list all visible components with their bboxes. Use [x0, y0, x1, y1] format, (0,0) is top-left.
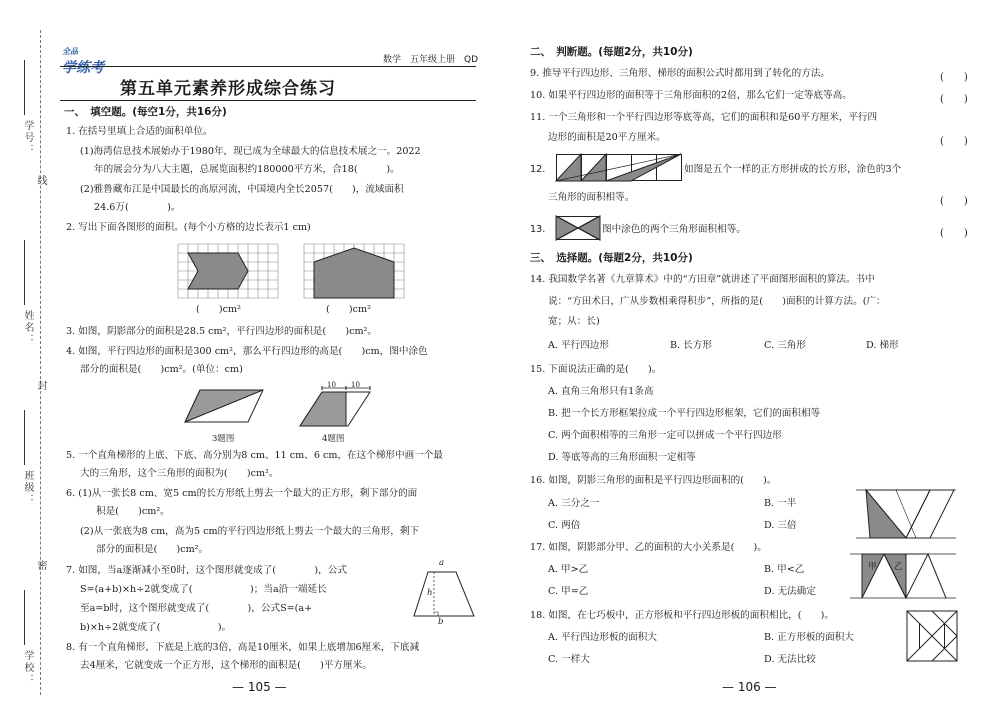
- question-17-option-d[interactable]: D. 无法确定: [764, 586, 816, 597]
- question-17: 17. 如图，阴影部分甲、乙的面积的大小关系是( )。: [530, 542, 767, 553]
- question-16-option-b[interactable]: B. 一半: [764, 498, 797, 509]
- grid-figure-pentagon: [304, 244, 404, 298]
- question-15-option-b[interactable]: B. 把一个长方形框架拉成一个平行四边形框架，它们的面积相等: [548, 408, 821, 419]
- question-16-option-a[interactable]: A. 三分之一: [548, 498, 600, 509]
- question-2-answer-2: ( )cm²: [326, 304, 371, 315]
- question-6-2-line2: 部分的面积是( )cm²。: [96, 544, 209, 555]
- question-15-option-c[interactable]: C. 两个面积相等的三角形一定可以拼成一个平行四边形: [548, 430, 782, 441]
- question-2: 2. 写出下面各图形的面积。(每个小方格的边长表示1 cm): [66, 222, 311, 233]
- question-17-option-a[interactable]: A. 甲>乙: [548, 564, 589, 575]
- figure-3-parallelogram: [185, 388, 265, 424]
- grid-figure-arrow: [178, 244, 278, 298]
- question-16-option-c[interactable]: C. 两倍: [548, 520, 581, 531]
- figure-4-parallelogram: [300, 384, 380, 428]
- question-9: 9. 推导平行四边形、三角形、梯形的面积公式时都用到了转化的方法。: [530, 68, 831, 79]
- question-3: 3. 如图，阴影部分的面积是28.5 cm²，平行四边形的面积是( )cm²。: [66, 326, 377, 337]
- question-14-option-d[interactable]: D. 梯形: [866, 340, 899, 351]
- page-number-right: — 106 —: [722, 680, 777, 694]
- question-4-line1: 4. 如图，平行四边形的面积是300 cm²，那么平行四边形的高是( )cm，图中涂色: [66, 346, 428, 357]
- question-11-line1: 11. 一个三角形和一个平行四边形等底等高，它们的面积和是60平方厘米，平行四: [530, 112, 878, 123]
- figure-7-label-h: h: [427, 588, 433, 598]
- publisher-logo: 全品 学练考: [62, 47, 104, 76]
- figure-17-label-yi: 乙: [894, 562, 903, 572]
- figure-7-label-b: b: [438, 617, 444, 627]
- question-7-line4: b)×h÷2就变成了( )。: [80, 622, 232, 633]
- question-14-option-a[interactable]: A. 平行四边形: [548, 340, 609, 351]
- question-1-2-line2: 24.6万( )。: [94, 202, 181, 213]
- question-18: 18. 如图，在七巧板中，正方形板和平行四边形板的面积相比，( )。: [530, 610, 835, 621]
- figure-17-label-jia: 甲: [868, 562, 877, 572]
- margin-fill-line: [24, 240, 25, 305]
- question-13: 图中涂色的两个三角形面积相等。: [602, 224, 746, 235]
- question-16-option-d[interactable]: D. 三倍: [764, 520, 797, 531]
- page-header: 数学 五年级上册 QD: [382, 55, 478, 65]
- figure-12-squares: [556, 154, 682, 182]
- figure-4-dim-right: 10: [351, 381, 360, 389]
- question-18-option-c[interactable]: C. 一样大: [548, 654, 590, 665]
- question-7-line3: 至a=b时，这个图形就变成了( )，公式S=(a+: [80, 603, 313, 614]
- figure-3-caption: 3题图: [212, 434, 235, 444]
- question-17-option-c[interactable]: C. 甲=乙: [548, 586, 589, 597]
- question-14-line3: 宽；从：长): [548, 316, 600, 327]
- question-4-line2: 部分的面积是( )cm²。(单位：cm): [80, 364, 243, 375]
- section-true-false: 二、 判断题。(每题2分，共10分): [530, 46, 693, 58]
- question-6-1-line2: 积是( )cm²。: [96, 506, 170, 517]
- question-13-number: 13.: [530, 224, 546, 235]
- question-12-line2: 三角形的面积相等。: [548, 192, 635, 203]
- question-1: 1. 在括号里填上合适的面积单位。: [66, 126, 213, 137]
- question-2-answer-1: ( )cm²: [196, 304, 241, 315]
- title-rule: [60, 100, 476, 101]
- question-5-line1: 5. 一个直角梯形的上底、下底、高分别为8 cm、11 cm、6 cm，在这个梯形中画一个最: [66, 450, 443, 461]
- question-8-line2: 去4厘米，它就变成一个正方形，这个梯形的面积是( )平方厘米。: [80, 660, 372, 671]
- figure-7-label-a: a: [439, 558, 445, 568]
- question-12-number: 12.: [530, 164, 546, 175]
- margin-fill-line: [24, 590, 25, 645]
- question-18-option-a[interactable]: A. 平行四边形板的面积大: [548, 632, 657, 643]
- header-rule: [60, 66, 476, 67]
- question-1-2-line1: (2)雅鲁藏布江是中国最长的高原河流，中国境内全长2057( )，流域面积: [80, 184, 404, 195]
- question-15-option-a[interactable]: A. 直角三角形只有1条高: [548, 386, 654, 397]
- question-11-line2: 边形的面积是20平方厘米。: [548, 132, 666, 143]
- figure-17-parallel-lines: [850, 552, 956, 600]
- margin-label-student-id: 学号：: [22, 120, 33, 156]
- margin-label-name: 姓名：: [22, 310, 33, 346]
- question-9-answer[interactable]: ( ): [940, 72, 968, 83]
- question-1-1-line2: 年的展会分为八大主题，总展览面积约180000平方米，合18( )。: [94, 164, 400, 175]
- margin-label-seal: 封: [35, 380, 46, 392]
- margin-label-secret: 密: [35, 560, 46, 572]
- question-10: 10. 如果平行四边形的面积等于三角形面积的2倍，那么它们一定等底等高。: [530, 90, 852, 101]
- question-15-option-d[interactable]: D. 等底等高的三角形面积一定相等: [548, 452, 696, 463]
- question-10-answer[interactable]: ( ): [940, 94, 968, 105]
- question-7-line2: S=(a+b)×h÷2就变成了( )；当a沿一端延长: [80, 584, 327, 595]
- margin-label-line: 线: [35, 175, 46, 187]
- question-6-1-line1: 6. (1)从一张长8 cm、宽5 cm的长方形纸上剪去一个最大的正方形，剩下部分的面: [66, 488, 418, 499]
- figure-13-rectangle: [556, 216, 600, 240]
- margin-label-class: 班级：: [22, 470, 33, 506]
- question-12-line1: 如图是五个一样的正方形拼成的长方形，涂色的3个: [684, 164, 902, 175]
- question-13-answer[interactable]: ( ): [940, 228, 968, 239]
- margin-fill-line: [24, 60, 25, 115]
- question-12-answer[interactable]: ( ): [940, 196, 968, 207]
- figure-7-trapezoid: [412, 566, 478, 622]
- right-page: [500, 0, 1000, 723]
- question-14-line2: 说：“方田术曰，广从步数相乘得积步”，所指的是( )面积的计算方法。(广：: [548, 296, 886, 307]
- question-1-1-line1: (1)海湾信息技术展始办于1980年，现已成为全球最大的信息技术展之一。2022: [80, 146, 421, 157]
- figure-4-dim-left: 10: [327, 381, 336, 389]
- section-fill-in: 一、 填空题。(每空1分，共16分): [64, 106, 227, 118]
- figure-16-parallelogram: [856, 488, 956, 540]
- question-7-line1: 7. 如图，当a逐渐减小至0时，这个图形就变成了( )，公式: [66, 565, 347, 576]
- figure-18-tangram: [906, 610, 958, 662]
- page-title: 第五单元素养形成综合练习: [120, 79, 336, 99]
- section-multiple-choice: 三、 选择题。(每题2分，共10分): [530, 252, 693, 264]
- question-5-line2: 大的三角形，这个三角形的面积为( )cm²。: [80, 468, 279, 479]
- question-18-option-d[interactable]: D. 无法比较: [764, 654, 816, 665]
- question-16: 16. 如图，阴影三角形的面积是平行四边形面积的( )。: [530, 475, 777, 486]
- binding-cut-line: [40, 30, 41, 695]
- question-15: 15. 下面说法正确的是( )。: [530, 364, 662, 375]
- question-17-option-b[interactable]: B. 甲<乙: [764, 564, 805, 575]
- question-14-option-b[interactable]: B. 长方形: [670, 340, 712, 351]
- question-14-option-c[interactable]: C. 三角形: [764, 340, 806, 351]
- margin-label-school: 学校：: [22, 650, 33, 686]
- question-8-line1: 8. 有一个直角梯形，下底是上底的3倍，高是10厘米，如果上底增加6厘米，下底减: [66, 642, 420, 653]
- question-6-2-line1: (2)从一张底为8 cm，高为5 cm的平行四边形纸上剪去一个最大的三角形，剩下: [80, 526, 420, 537]
- question-11-answer[interactable]: ( ): [940, 136, 968, 147]
- binding-margin: [0, 0, 52, 723]
- question-18-option-b[interactable]: B. 正方形板的面积大: [764, 632, 854, 643]
- figure-4-caption: 4题图: [322, 434, 345, 444]
- question-14-line1: 14. 我国数学名著《九章算术》中的“方田章”就讲述了平面图形面积的算法。书中: [530, 274, 875, 285]
- margin-fill-line: [24, 410, 25, 465]
- page-number-left: — 105 —: [232, 680, 287, 694]
